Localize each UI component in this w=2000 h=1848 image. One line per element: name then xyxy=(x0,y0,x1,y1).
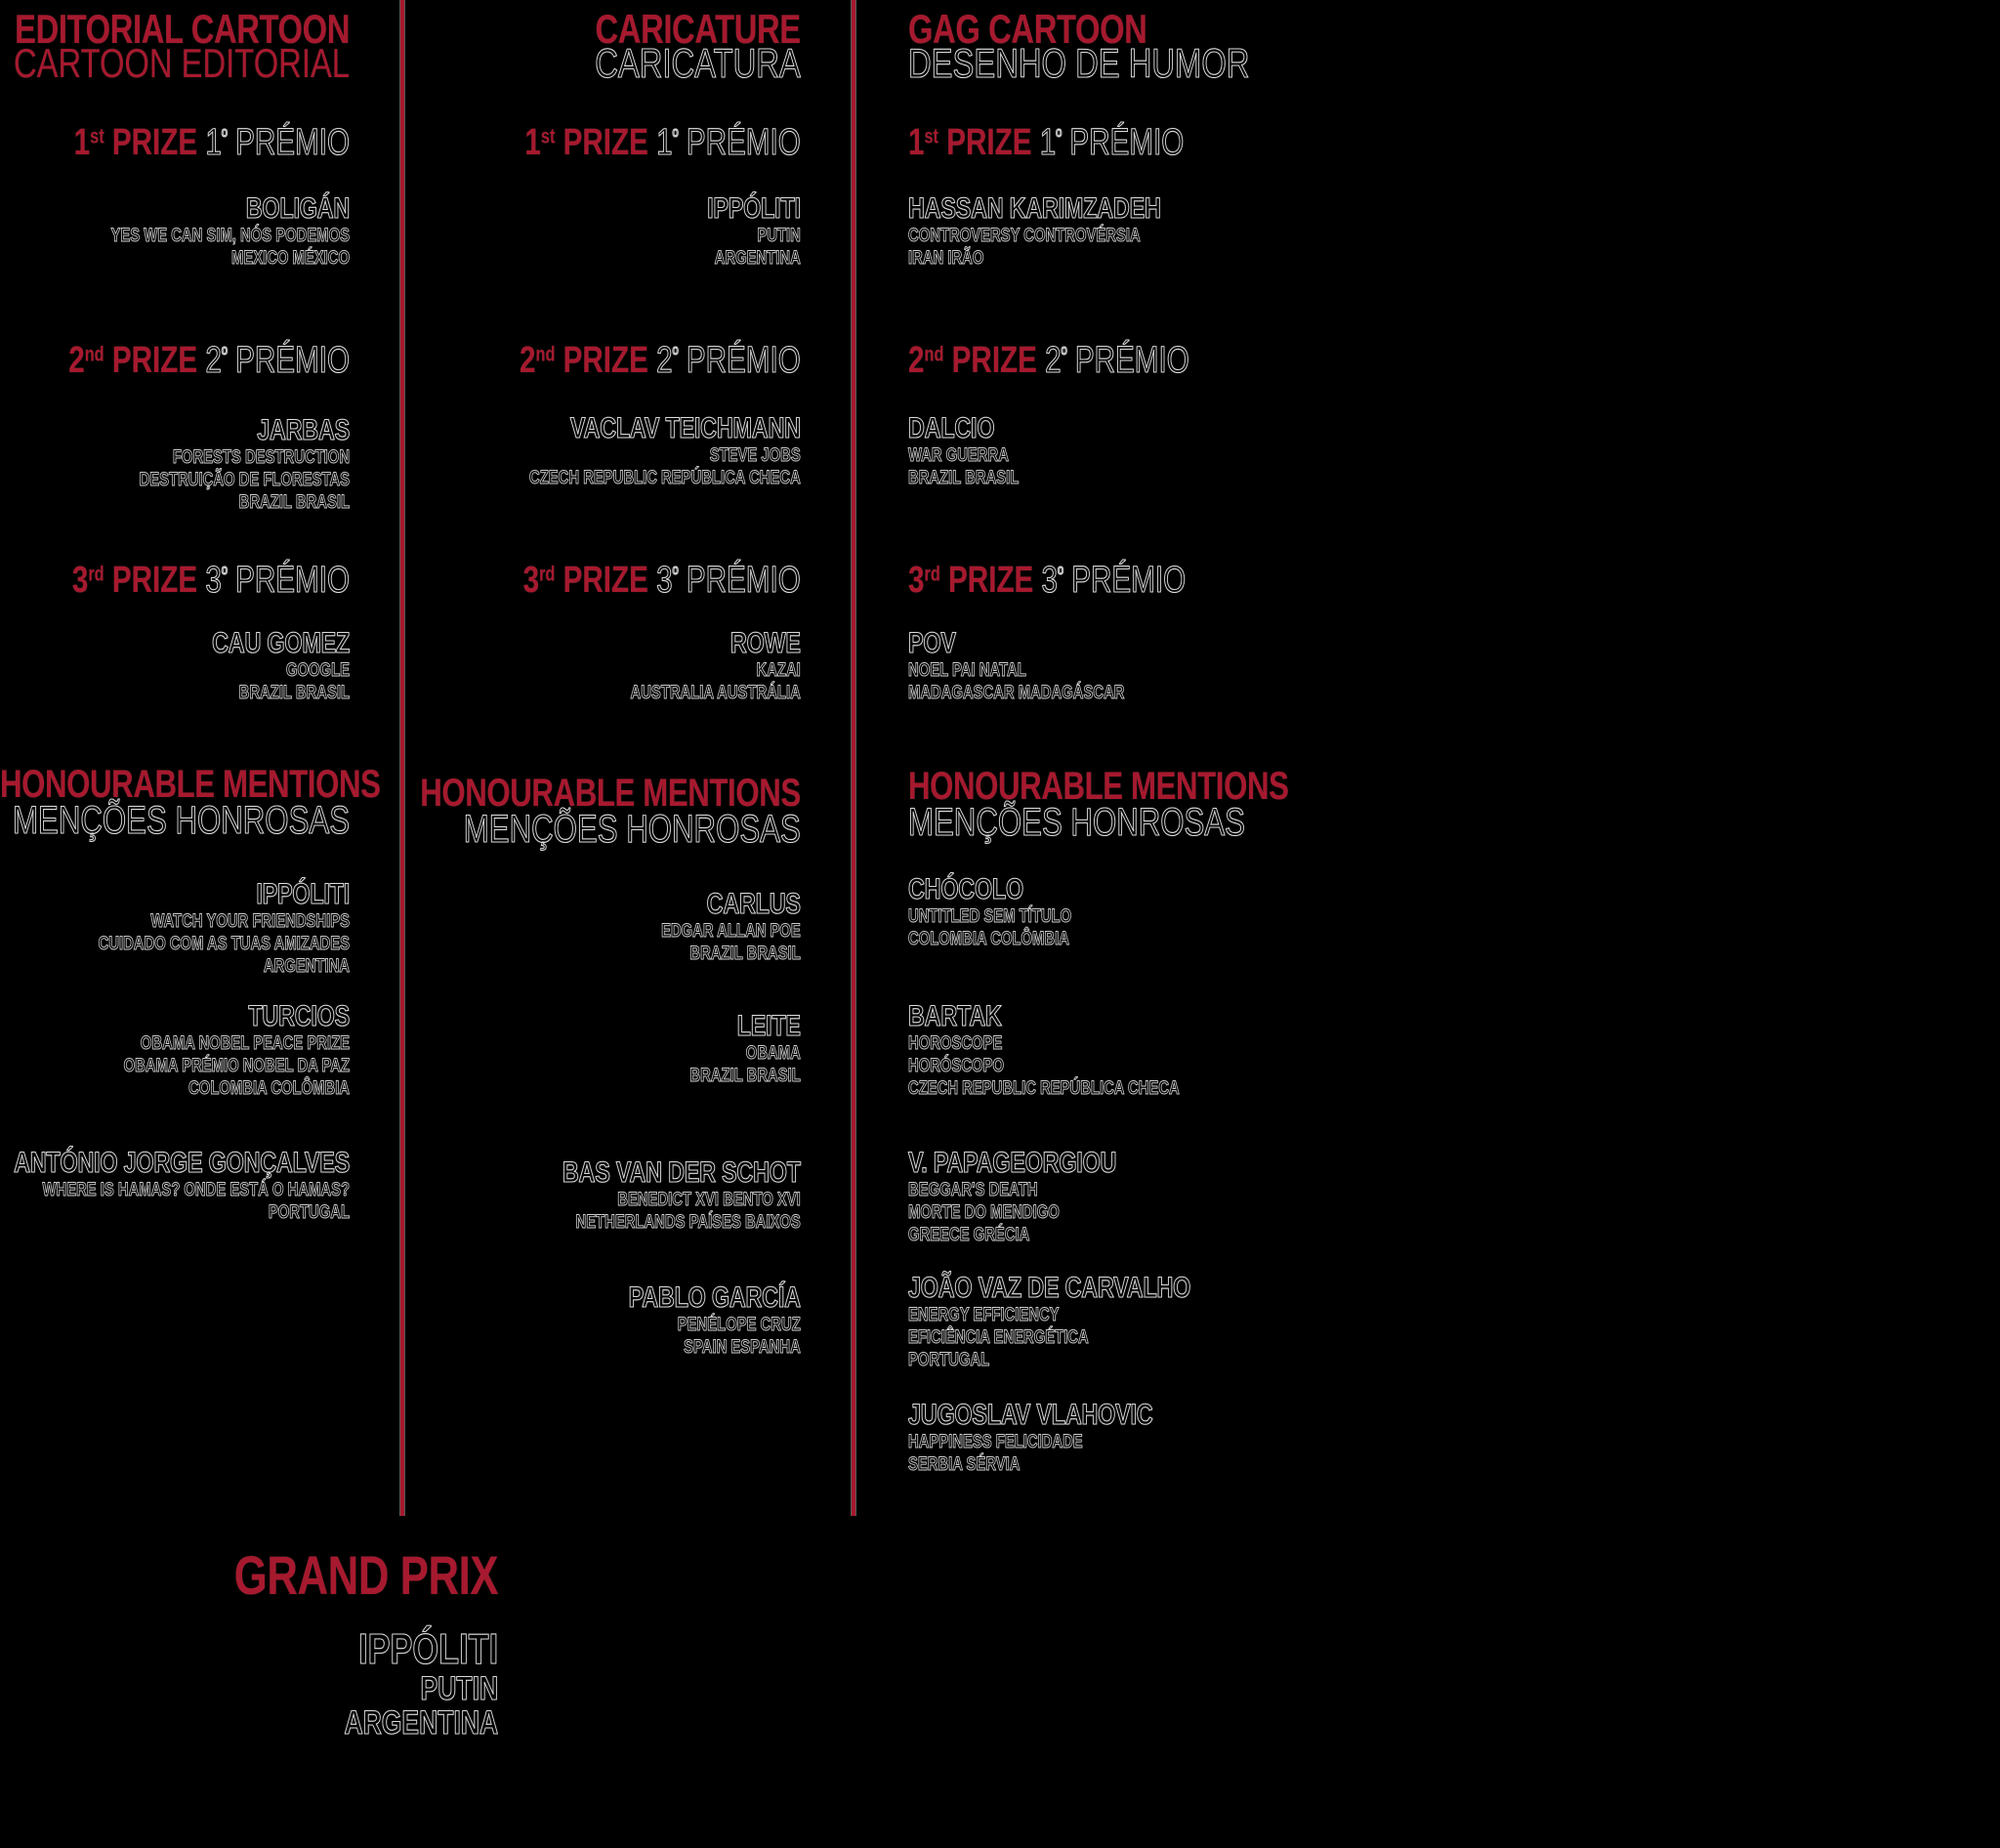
prize-label-en: 3rd PRIZE xyxy=(71,560,198,602)
entry-author: PABLO GARCÍA xyxy=(628,1281,801,1314)
entry-author: TURCIOS xyxy=(248,1000,351,1032)
entry-author: IPPÓLITI xyxy=(707,192,801,225)
entry-author: BAS VAN DER SCHOT xyxy=(562,1156,801,1189)
entry-caption: EFICIÊNCIA ENERGÉTICA xyxy=(908,1327,1089,1348)
entry-caption: BRAZIL BRASIL xyxy=(689,1066,801,1086)
category-title-pt: CARTOON EDITORIAL xyxy=(13,40,351,86)
prize-ordinal-suffix-pt: º xyxy=(672,344,679,366)
prize-label-en: 3rd PRIZE xyxy=(522,560,648,602)
prize-label-en: 2nd PRIZE xyxy=(908,340,1037,382)
entry-caption: CONTROVERSY CONTROVÉRSIA xyxy=(908,226,1141,246)
entry-caption: OBAMA NOBEL PEACE PRIZE xyxy=(140,1033,351,1054)
prize-ordinal-suffix-pt: º xyxy=(221,564,228,586)
entry-caption: YES WE CAN SIM, NÓS PODEMOS xyxy=(110,226,351,246)
mentions-title-pt: MENÇÕES HONROSAS xyxy=(13,799,351,842)
entry-caption: KAZAI xyxy=(756,660,801,681)
category-title-pt: CARICATURA xyxy=(595,40,801,86)
entry-caption: CZECH REPUBLIC REPÚBLICA CHECA xyxy=(529,468,801,488)
award-entry xyxy=(908,1400,1396,1476)
entry-caption: EDGAR ALLAN POE xyxy=(661,921,801,942)
entry-caption: PORTUGAL xyxy=(908,1350,990,1370)
entry-caption: WAR GUERRA xyxy=(908,445,1009,466)
prize-ordinal-suffix-en: nd xyxy=(535,344,556,366)
mentions-title-en: HONOURABLE MENTIONS xyxy=(908,765,1289,808)
prize-label-pt: $3^º$ PRÉMIO xyxy=(647,560,801,602)
prize-label-pt: $3^º$ PRÉMIO xyxy=(1033,560,1187,602)
category-title-pt: DESENHO DE HUMOR xyxy=(908,40,1250,86)
entry-caption: BRAZIL BRASIL xyxy=(238,683,351,703)
prize-heading xyxy=(908,556,1396,600)
entry-caption: OBAMA PRÉMIO NOBEL DA PAZ xyxy=(123,1056,351,1076)
prize-label-en: 1st PRIZE xyxy=(524,122,648,164)
entry-caption: ENERGY EFFICIENCY xyxy=(908,1305,1060,1325)
entry-caption: HOROSCOPE xyxy=(908,1033,1003,1054)
prize-label-en: 1st PRIZE xyxy=(73,122,198,164)
entry-caption: ARGENTINA xyxy=(263,956,351,977)
column-divider xyxy=(400,0,404,1516)
entry-author: IPPÓLITI xyxy=(256,878,351,910)
prize-ordinal-suffix-en: nd xyxy=(924,344,944,366)
mentions-heading xyxy=(908,765,1396,844)
grand-prix-title: GRAND PRIX xyxy=(233,1544,499,1606)
grand-prix-winner: IPPÓLITI xyxy=(358,1625,499,1673)
prize-ordinal-suffix-en: st xyxy=(540,126,556,148)
entry-caption: BENEDICT XVI BENTO XVI xyxy=(617,1190,801,1210)
entry-caption: CZECH REPUBLIC REPÚBLICA CHECA xyxy=(908,1078,1180,1099)
entry-caption: BRAZIL BRASIL xyxy=(908,468,1020,488)
entry-author: CHÓCOLO xyxy=(908,873,1023,905)
prize-label-en: 3rd PRIZE xyxy=(908,560,1034,602)
prize-label-pt: $1^º$ PRÉMIO xyxy=(647,122,801,164)
entry-author: LEITE xyxy=(736,1010,801,1042)
entry-caption: MEXICO MÉXICO xyxy=(230,248,351,269)
entry-caption: PUTIN xyxy=(757,226,801,246)
entry-caption: BRAZIL BRASIL xyxy=(689,944,801,964)
prize-label-pt: $1^º$ PRÉMIO xyxy=(1031,122,1185,164)
prize-label-en: 1st PRIZE xyxy=(908,122,1032,164)
category-title-en: EDITORIAL CARTOON xyxy=(15,6,351,52)
prize-label-pt: $2^º$ PRÉMIO xyxy=(647,340,801,382)
prize-ordinal-suffix-pt: º xyxy=(672,564,679,586)
entry-caption: AUSTRALIA AUSTRÁLIA xyxy=(630,683,801,703)
entry-caption: IRAN IRÃO xyxy=(908,248,984,269)
mentions-title-en: HONOURABLE MENTIONS xyxy=(0,763,381,806)
entry-caption: UNTITLED SEM TÍTULO xyxy=(908,906,1072,927)
entry-caption: HORÓSCOPO xyxy=(908,1056,1004,1076)
entry-caption: HAPPINESS FELICIDADE xyxy=(908,1432,1083,1452)
column-divider xyxy=(852,0,855,1516)
prize-heading xyxy=(908,336,1396,380)
mentions-title-en: HONOURABLE MENTIONS xyxy=(420,772,801,815)
category-header xyxy=(908,6,1396,86)
mentions-title-pt: MENÇÕES HONROSAS xyxy=(463,808,801,851)
entry-author: BARTAK xyxy=(908,1000,1002,1032)
award-entry xyxy=(908,1148,1396,1246)
prize-ordinal-suffix-en: st xyxy=(924,126,938,148)
entry-caption: STEVE JOBS xyxy=(709,445,801,466)
entry-caption: OBAMA xyxy=(745,1043,801,1064)
award-entry xyxy=(908,413,1396,489)
award-entry xyxy=(908,1001,1396,1100)
entry-caption: DESTRUIÇÃO DE FLORESTAS xyxy=(139,470,351,490)
prize-label-pt: $3^º$ PRÉMIO xyxy=(197,560,351,602)
grand-prix-caption: PUTIN xyxy=(420,1670,499,1707)
prize-ordinal-suffix-pt: º xyxy=(221,126,228,148)
mentions-title-pt: MENÇÕES HONROSAS xyxy=(908,801,1245,844)
prize-ordinal-suffix-pt: º xyxy=(221,344,228,366)
entry-caption: ARGENTINA xyxy=(714,248,801,269)
entry-author: VACLAV TEICHMANN xyxy=(569,412,801,444)
entry-caption: MADAGASCAR MADAGÁSCAR xyxy=(908,683,1125,703)
award-entry xyxy=(908,874,1396,950)
entry-author: ANTÓNIO JORGE GONÇALVES xyxy=(14,1147,351,1179)
entry-author: DALCIO xyxy=(908,412,995,444)
grand-prix-caption: ARGENTINA xyxy=(344,1704,499,1742)
entry-caption: PENÉLOPE CRUZ xyxy=(677,1315,801,1335)
prize-ordinal-suffix-pt: º xyxy=(1056,126,1062,148)
entry-author: ROWE xyxy=(729,627,801,659)
entry-author: CARLUS xyxy=(706,888,801,920)
prize-ordinal-suffix-pt: º xyxy=(1058,564,1064,586)
entry-caption: WHERE IS HAMAS? ONDE ESTÁ O HAMAS? xyxy=(42,1180,351,1200)
entry-author: HASSAN KARIMZADEH xyxy=(908,192,1161,225)
entry-caption: COLOMBIA COLÔMBIA xyxy=(908,929,1069,949)
category-title-en: GAG CARTOON xyxy=(908,6,1147,52)
column-gag-cartoon xyxy=(908,0,1396,1848)
prize-ordinal-suffix-en: rd xyxy=(88,564,104,586)
category-title-en: CARICATURE xyxy=(595,6,801,52)
entry-author: BOLIGÁN xyxy=(245,192,351,225)
entry-author: V. PAPAGEORGIOU xyxy=(908,1147,1117,1179)
prize-ordinal-suffix-en: rd xyxy=(539,564,556,586)
prize-ordinal-suffix-en: st xyxy=(90,126,104,148)
grand-prix-entry xyxy=(0,1627,498,1741)
entry-caption: GOOGLE xyxy=(285,660,351,681)
entry-author: JUGOSLAV VLAHOVIC xyxy=(908,1399,1153,1431)
entry-caption: NOEL PAI NATAL xyxy=(908,660,1026,681)
prize-ordinal-suffix-pt: º xyxy=(672,126,679,148)
entry-caption: SERBIA SÉRVIA xyxy=(908,1454,1021,1475)
entry-author: JOÃO VAZ DE CARVALHO xyxy=(908,1272,1191,1304)
entry-caption: SPAIN ESPANHA xyxy=(684,1337,801,1358)
prize-label-pt: $1^º$ PRÉMIO xyxy=(197,122,351,164)
entry-author: POV xyxy=(908,627,956,659)
entry-author: CAU GOMEZ xyxy=(212,627,351,659)
prize-ordinal-suffix-en: rd xyxy=(924,564,940,586)
prize-heading xyxy=(908,118,1396,162)
prize-label-en: 2nd PRIZE xyxy=(519,340,648,382)
entry-caption: FORESTS DESTRUCTION xyxy=(172,447,351,468)
entry-author: JARBAS xyxy=(257,414,351,446)
award-entry xyxy=(908,1273,1396,1371)
prize-label-pt: $2^º$ PRÉMIO xyxy=(1036,340,1189,382)
entry-caption: MORTE DO MENDIGO xyxy=(908,1202,1060,1223)
award-entry xyxy=(908,628,1396,704)
entry-caption: BEGGAR'S DEATH xyxy=(908,1180,1038,1200)
prize-ordinal-suffix-en: nd xyxy=(84,344,104,366)
entry-caption: WATCH YOUR FRIENDSHIPS xyxy=(150,911,351,932)
prize-label-en: 2nd PRIZE xyxy=(68,340,198,382)
entry-caption: COLOMBIA COLÔMBIA xyxy=(188,1078,351,1099)
prize-label-pt: $2^º$ PRÉMIO xyxy=(197,340,351,382)
entry-caption: NETHERLANDS PAÍSES BAIXOS xyxy=(575,1212,801,1233)
entry-caption: BRAZIL BRASIL xyxy=(238,492,351,513)
prize-ordinal-suffix-pt: º xyxy=(1061,344,1067,366)
award-entry xyxy=(908,193,1396,270)
entry-caption: PORTUGAL xyxy=(268,1202,351,1223)
entry-caption: CUIDADO COM AS TUAS AMIZADES xyxy=(98,934,351,954)
entry-caption: GREECE GRÉCIA xyxy=(908,1225,1030,1245)
grand-prix-section xyxy=(0,0,498,1848)
